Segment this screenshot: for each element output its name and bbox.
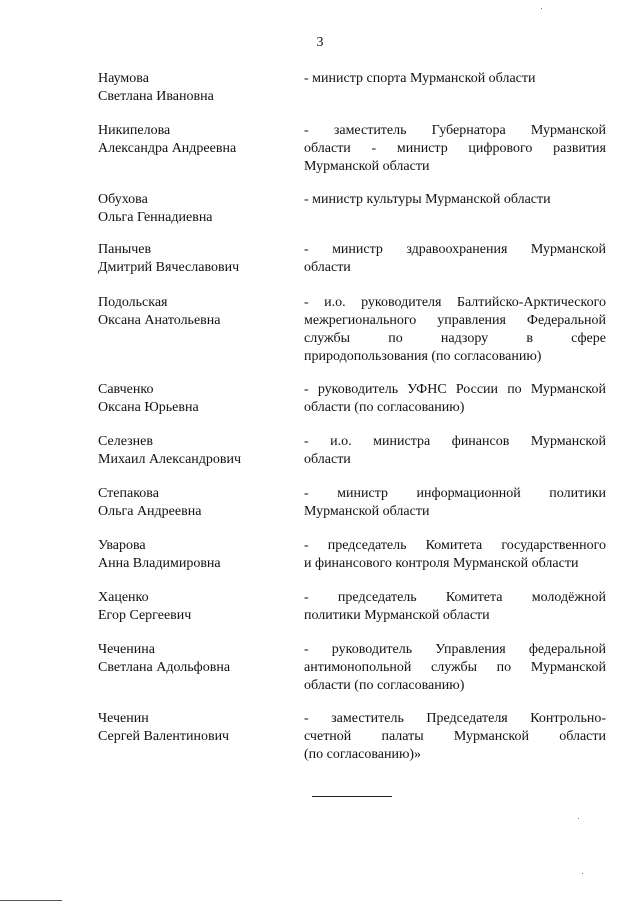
member-surname: Уварова bbox=[98, 538, 146, 553]
member-name bbox=[98, 381, 293, 417]
member-name bbox=[98, 485, 293, 521]
member-surname: Никипелова bbox=[98, 123, 171, 138]
position-line: (по согласованию)» bbox=[304, 747, 422, 762]
scan-speck bbox=[541, 8, 542, 9]
member-given-names: Егор Сергеевич bbox=[98, 608, 192, 623]
member-name bbox=[98, 433, 293, 469]
scan-speck bbox=[578, 818, 579, 819]
position-line: политики Мурманской области bbox=[304, 608, 490, 623]
member-name bbox=[98, 241, 293, 277]
member-position bbox=[304, 70, 606, 88]
corner-rule bbox=[0, 900, 62, 901]
position-line: счетной палаты Мурманской области bbox=[304, 729, 606, 744]
member-name bbox=[98, 294, 293, 330]
member-given-names: Оксана Анатольевна bbox=[98, 313, 221, 328]
member-position bbox=[304, 537, 606, 573]
member-name bbox=[98, 589, 293, 625]
member-given-names: Дмитрий Вячеславович bbox=[98, 260, 240, 275]
member-position bbox=[304, 641, 606, 695]
position-line: - министр здравоохранения Мурманской bbox=[304, 242, 606, 257]
position-line: области bbox=[304, 260, 351, 275]
member-surname: Савченко bbox=[98, 382, 154, 397]
member-given-names: Сергей Валентинович bbox=[98, 729, 230, 744]
position-line: - и.о. руководителя Балтийско-Арктического bbox=[304, 295, 606, 310]
member-position bbox=[304, 381, 606, 417]
member-surname: Степакова bbox=[98, 486, 159, 501]
member-surname: Наумова bbox=[98, 71, 149, 86]
member-position bbox=[304, 241, 606, 277]
member-given-names: Светлана Адольфовна bbox=[98, 660, 231, 675]
position-line: - руководитель УФНС России по Мурманской bbox=[304, 382, 606, 397]
position-line: и финансового контроля Мурманской области bbox=[304, 556, 579, 571]
member-surname: Чеченина bbox=[98, 642, 155, 657]
member-given-names: Михаил Александрович bbox=[98, 452, 242, 467]
member-position bbox=[304, 433, 606, 469]
position-line: - заместитель Председателя Контрольно- bbox=[304, 711, 606, 726]
member-name bbox=[98, 710, 293, 746]
position-line: - председатель Комитета государственного bbox=[304, 538, 606, 553]
member-given-names: Ольга Геннадиевна bbox=[98, 210, 213, 225]
end-rule bbox=[312, 796, 392, 797]
member-given-names: Анна Владимировна bbox=[98, 556, 221, 571]
member-position bbox=[304, 294, 606, 366]
position-line: - министр культуры Мурманской области bbox=[304, 192, 551, 207]
position-line: - заместитель Губернатора Мурманской bbox=[304, 123, 606, 138]
position-line: области bbox=[304, 452, 351, 467]
position-line: области - министр цифрового развития bbox=[304, 141, 606, 156]
member-surname: Хаценко bbox=[98, 590, 149, 605]
member-name bbox=[98, 641, 293, 677]
member-position bbox=[304, 485, 606, 521]
position-line: службы по надзору в сфере bbox=[304, 331, 606, 346]
member-surname: Селезнев bbox=[98, 434, 153, 449]
member-name bbox=[98, 122, 293, 158]
member-surname: Панычев bbox=[98, 242, 152, 257]
position-line: антимонопольной службы по Мурманской bbox=[304, 660, 606, 675]
member-name bbox=[98, 191, 293, 227]
member-given-names: Светлана Ивановна bbox=[98, 89, 214, 104]
position-line: - руководитель Управления федеральной bbox=[304, 642, 606, 657]
position-line: - председатель Комитета молодёжной bbox=[304, 590, 606, 605]
page-number: 3 bbox=[316, 35, 324, 50]
member-given-names: Оксана Юрьевна bbox=[98, 400, 199, 415]
position-line: - министр спорта Мурманской области bbox=[304, 71, 536, 86]
position-line: - министр информационной политики bbox=[304, 486, 606, 501]
member-position bbox=[304, 122, 606, 176]
member-surname: Подольская bbox=[98, 295, 168, 310]
member-surname: Обухова bbox=[98, 192, 148, 207]
position-line: области (по согласованию) bbox=[304, 400, 465, 415]
position-line: межрегионального управления Федеральной bbox=[304, 313, 606, 328]
member-position bbox=[304, 191, 606, 209]
member-position bbox=[304, 589, 606, 625]
member-name bbox=[98, 70, 293, 106]
member-position bbox=[304, 710, 606, 764]
member-name bbox=[98, 537, 293, 573]
position-line: - и.о. министра финансов Мурманской bbox=[304, 434, 606, 449]
scan-speck bbox=[582, 873, 583, 874]
position-line: природопользования (по согласованию) bbox=[304, 349, 542, 364]
member-given-names: Ольга Андреевна bbox=[98, 504, 202, 519]
position-line: области (по согласованию) bbox=[304, 678, 465, 693]
position-line: Мурманской области bbox=[304, 159, 430, 174]
member-given-names: Александра Андреевна bbox=[98, 141, 237, 156]
position-line: Мурманской области bbox=[304, 504, 430, 519]
member-surname: Чеченин bbox=[98, 711, 149, 726]
